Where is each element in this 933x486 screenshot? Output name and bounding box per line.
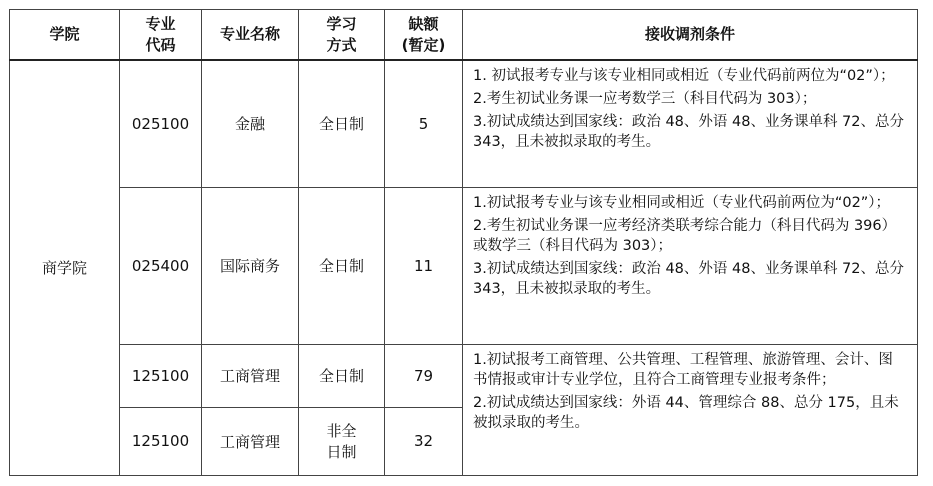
table-row <box>10 344 918 407</box>
major-name-cell: 工商管理 <box>202 344 299 407</box>
shared-conditions-cell <box>463 344 918 475</box>
header-study-mode <box>299 10 385 61</box>
conditions-cell <box>463 187 918 344</box>
major-name-cell: 金融 <box>202 60 299 187</box>
vacancy-cell: 11 <box>385 187 463 344</box>
vacancy-cell: 79 <box>385 344 463 407</box>
major-name-cell: 工商管理 <box>202 407 299 475</box>
header-conditions: 接收调剂条件 <box>463 10 918 61</box>
study-mode-cell: 全日制 <box>299 344 385 407</box>
table-row <box>10 60 918 187</box>
study-mode-cell <box>299 407 385 475</box>
condition-item: 1.初试报考专业与该专业相同或相近（专业代码前两位为“02”）； <box>473 194 891 211</box>
header-row <box>10 10 918 61</box>
vacancy-cell: 5 <box>385 60 463 187</box>
code-cell: 125100 <box>120 344 202 407</box>
header-code-line2: 代码 <box>145 35 176 54</box>
college-cell: 商学院 <box>10 60 120 475</box>
header-study-mode-line2: 方式 <box>326 35 357 54</box>
header-college: 学院 <box>10 10 120 61</box>
header-vacancy-line1: 缺额 <box>408 14 439 33</box>
header-study-mode-line1: 学习 <box>326 14 357 33</box>
conditions-cell <box>463 60 918 187</box>
header-code <box>120 10 202 61</box>
vacancy-cell: 32 <box>385 407 463 475</box>
code-cell: 025400 <box>120 187 202 344</box>
condition-item: 3.初试成绩达到国家线：政治 48、外语 48、业务课单科 72、总分 343，且未被拟录取的考生。 <box>473 114 905 150</box>
study-mode-cell: 全日制 <box>299 187 385 344</box>
study-mode-cell: 全日制 <box>299 60 385 187</box>
header-vacancy-line2: (暂定) <box>401 35 446 54</box>
condition-item: 2.初试成绩达到国家线：外语 44、管理综合 88、总分 175，且未被拟录取的考生。 <box>473 394 899 431</box>
condition-item: 2.考生初试业务课一应考数学三（科目代码为 303）； <box>473 91 817 107</box>
table-row <box>10 187 918 344</box>
condition-item: 1.初试报考工商管理、公共管理、工程管理、旅游管理、会计、图书情报或审计专业学位，且符合工商管理专业报考条件； <box>473 351 893 388</box>
header-major-name: 专业名称 <box>202 10 299 61</box>
study-mode-line1: 非全 <box>326 422 357 440</box>
major-name-cell: 国际商务 <box>202 187 299 344</box>
condition-item: 2.考生初试业务课一应考经济类联考综合能力（科目代码为 396）或数学三（科目代码为 303）； <box>473 217 897 254</box>
condition-item: 3.初试成绩达到国家线：政治 48、外语 48、业务课单科 72、总分 343，且未被拟录取的考生。 <box>473 260 905 297</box>
code-cell: 025100 <box>120 60 202 187</box>
adjustment-table <box>9 9 918 476</box>
study-mode-line2: 日制 <box>326 443 357 461</box>
condition-item: 1. 初试报考专业与该专业相同或相近（专业代码前两位为“02”）； <box>473 68 895 84</box>
header-code-line1: 专业 <box>145 14 176 33</box>
code-cell: 125100 <box>120 407 202 475</box>
header-vacancy <box>385 10 463 61</box>
